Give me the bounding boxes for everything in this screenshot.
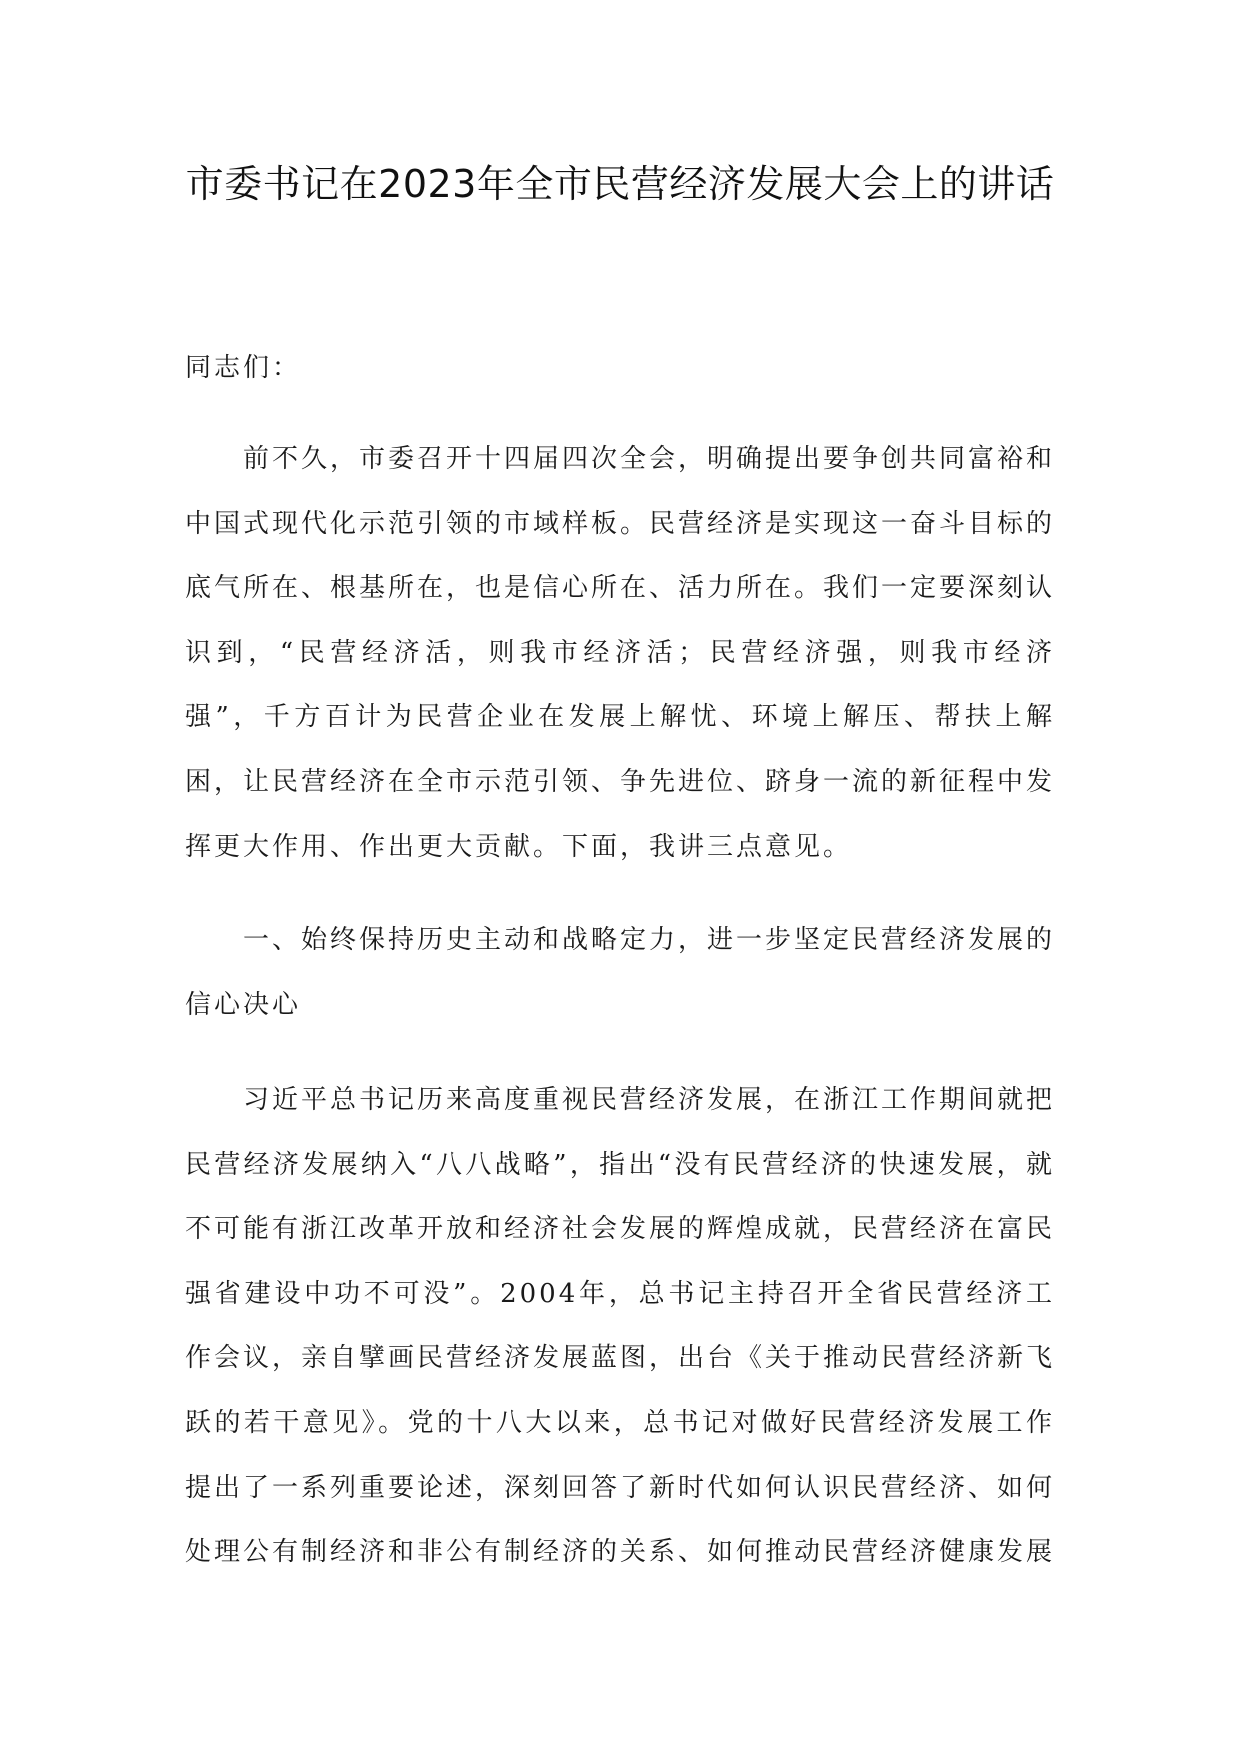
paragraph-section-1: 习近平总书记历来高度重视民营经济发展，在浙江工作期间就把民营经济发展纳入“八八战略”，指出“没有民营经济的快速发展，就不可能有浙江改革开放和经济社会发展的辉煌成就，民营经济在富民强省建设中功不可没”。2004年，总书记主持召开全省民营经济工作会议，亲自擘画民营经济发展蓝图，出台《关于推动民营经济新飞跃的若干意见》。党的十八大以来，总书记对做好民营经济发展工作提出了一系列重要论述，深刻回答了新时代如何认识民营经济、如何处理公有制经济和非公有制经济的关系、如何推动民营经济健康发展 — [185, 1085, 1056, 1568]
section-heading-1: 一、始终保持历史主动和战略定力，进一步坚定民营经济发展的信心决心 — [185, 925, 1056, 1020]
paragraph-intro: 前不久，市委召开十四届四次全会，明确提出要争创共同富裕和中国式现代化示范引领的市域样板。民营经济是实现这一奋斗目标的底气所在、根基所在，也是信心所在、活力所在。我们一定要深刻认识到，“民营经济活，则我市经济活；民营经济强，则我市经济强”，千方百计为民营企业在发展上解忧、环境上解压、帮扶上解困，让民营经济在全市示范引领、争先进位、跻身一流的新征程中发挥更大作用、作出更大贡献。下面，我讲三点意见。 — [185, 444, 1056, 862]
document-title: 市委书记在2023年全市民营经济发展大会上的讲话 — [185, 162, 1055, 206]
salutation: 同志们： — [185, 353, 302, 383]
